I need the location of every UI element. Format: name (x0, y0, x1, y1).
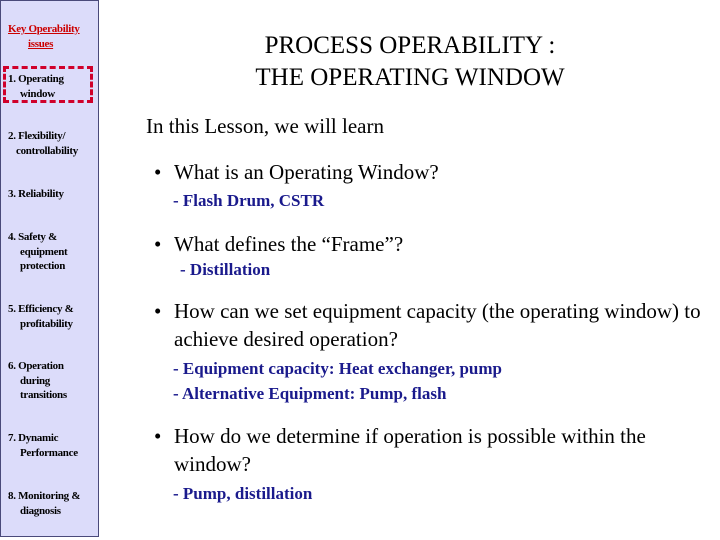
sub-point: - Equipment capacity: Heat exchanger, pump (173, 359, 502, 378)
sub-point: - Distillation (180, 260, 271, 279)
sidebar-item-flexibility[interactable]: 2. Flexibility/ controllability (8, 130, 78, 157)
sub-point: - Pump, distillation (173, 484, 313, 503)
sidebar-item-efficiency[interactable]: 5. Efficiency & profitability (8, 303, 74, 330)
sub-point: - Flash Drum, CSTR (173, 191, 325, 210)
lead-text: In this Lesson, we will learn (146, 114, 384, 138)
bullet-2: • What defines the “Frame”? (154, 232, 404, 256)
sidebar-item-reliability[interactable]: 3. Reliability (8, 188, 64, 200)
sidebar-item-dynamic-performance[interactable]: 7. Dynamic Performance (8, 432, 78, 459)
sidebar-item-transitions[interactable]: 6. Operation during transitions (8, 360, 67, 401)
sidebar-item-safety[interactable]: 4. Safety & equipment protection (8, 231, 68, 272)
sidebar (0, 0, 99, 537)
bullet-1: • What is an Operating Window? (154, 160, 439, 184)
bullet-4: • How do we determine if operation is possible within the window? (154, 424, 646, 476)
sidebar-heading: Key Operability issues (8, 23, 80, 50)
sidebar-item-monitoring[interactable]: 8. Monitoring & diagnosis (8, 490, 81, 517)
bullet-3: • How can we set equipment capacity (the operating window) to achieve desired operation? (154, 299, 701, 351)
sub-point: - Alternative Equipment: Pump, flash (173, 384, 447, 403)
sidebar-item-operating-window[interactable]: 1. Operating window (8, 73, 64, 100)
slide-title: PROCESS OPERABILITY : THE OPERATING WINDOW (255, 32, 565, 91)
